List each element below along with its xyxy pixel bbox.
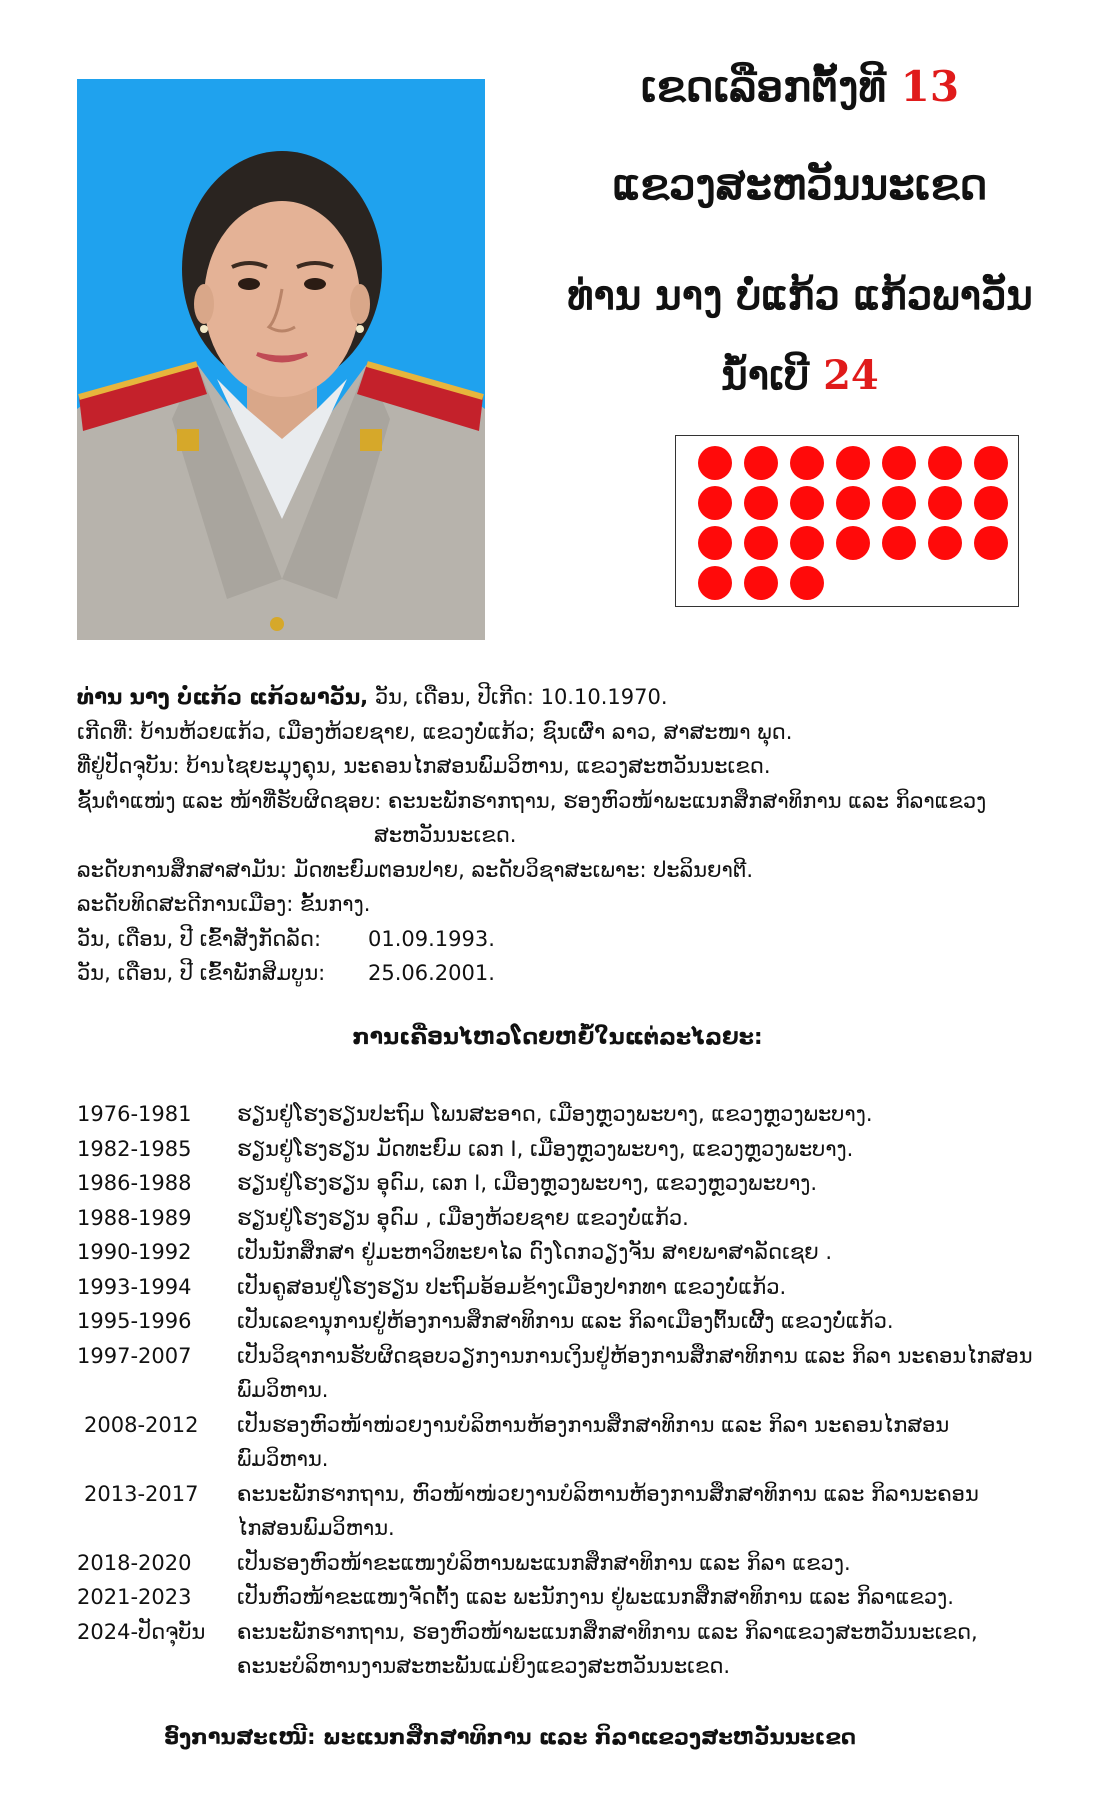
history-years: 1988-1989 — [77, 1205, 192, 1230]
ballot-dot — [882, 486, 916, 520]
ballot-dot — [698, 566, 732, 600]
history-years: 1993-1994 — [77, 1274, 192, 1299]
district-label: ເຂດເລືອກຕັ້ງທີ — [640, 62, 886, 111]
history-years: 2018-2020 — [77, 1550, 192, 1575]
history-row — [77, 1166, 1077, 1201]
bio-name: ທ່ານ ນາງ ບໍ່ແກ້ວ ແກ້ວພາວັນ, — [77, 685, 369, 709]
candidate-name-heading: ທ່ານ ນາງ ບໍ່ແກ້ວ ແກ້ວພາວັນ — [567, 272, 1033, 319]
bio-education: ລະດັບການສຶກສາສາມັນ: ມັດທະຍົມຕອນປາຍ, ລະດັບວິຊາສະເພາະ: ປະລິນຍາຕີ. — [77, 857, 754, 882]
province-heading: ແຂວງສະຫວັນນະເຂດ — [612, 160, 988, 209]
ballot-dot — [744, 526, 778, 560]
bio-politics: ລະດັບທິດສະດີການເມືອງ: ຂັ້ນກາງ. — [77, 892, 371, 916]
history-row — [77, 1408, 1077, 1477]
history-list — [77, 1097, 1077, 1684]
ballot-dot — [882, 526, 916, 560]
ballot-dot — [790, 566, 824, 600]
history-description: ຮຽນຢູ່ໂຮງຮຽນ ອຸດົມ, ເລກ I, ເມືອງຫຼວງພະບາງ, ແຂວງຫຼວງພະບາງ. — [237, 1171, 818, 1195]
history-row — [77, 1546, 1077, 1581]
history-row — [77, 1477, 1077, 1546]
history-description: ຮຽນຢູ່ໂຮງຮຽນປະຖົມ ໂພນສະອາດ, ເມືອງຫຼວງພະບາງ, ແຂວງຫຼວງພະບາງ. — [237, 1102, 873, 1126]
history-description: ຮຽນຢູ່ໂຮງຮຽນ ມັດທະຍົມ ເລກ I, ເມືອງຫຼວງພະບາງ, ແຂວງຫຼວງພະບາງ. — [237, 1136, 854, 1161]
history-description: ຄະນະພັກຮາກຖານ, ຮອງຫົວໜ້າພະແນກສຶກສາທິການ ແລະ ກິລາແຂວງສະຫວັນນະເຂດ, ຄະນະບໍລິຫານງານສະຫະພັນແມ່ຍິງແຂວງສະຫວັນນະເຂດ. — [237, 1619, 978, 1678]
history-description: ເປັນນັກສຶກສາ ຢູ່ມະຫາວິທະຍາໄລ ດົງໂດກວຽງຈັນ ສາຍພາສາລັດເຊຍ . — [237, 1240, 833, 1264]
history-years: 2008-2012 — [84, 1412, 199, 1437]
history-row — [77, 1339, 1077, 1408]
bio-org-date: 01.09.1993. — [368, 926, 495, 951]
ballot-dot — [790, 446, 824, 480]
proposing-org: ອົງການສະເໜີ: ພະແນກສຶກສາທິການ ແລະ ກິລາແຂວງສະຫວັນນະເຂດ — [164, 1725, 856, 1749]
ballot-dot — [928, 486, 962, 520]
ballot-dot — [744, 486, 778, 520]
bio-party-date-line — [77, 956, 1057, 991]
history-years: 2013-2017 — [84, 1481, 199, 1506]
ballot-dot — [790, 486, 824, 520]
history-years: 2021-2023 — [77, 1585, 192, 1609]
history-years: 1986-1988 — [77, 1171, 192, 1195]
ballot-number-heading — [500, 352, 1100, 399]
ballot-dot — [698, 486, 732, 520]
history-years: 1995-1996 — [77, 1309, 192, 1333]
ballot-dot — [836, 446, 870, 480]
ballot-dot — [836, 526, 870, 560]
history-row — [77, 1097, 1077, 1132]
ballot-dot — [698, 446, 732, 480]
ballot-dot — [928, 446, 962, 480]
bio-org-date-line — [77, 922, 1057, 957]
history-description: ເປັນເລຂານຸການຢູ່ຫ້ອງການສຶກສາທິການ ແລະ ກິລາເມືອງຕົ້ນເຜີ້ງ ແຂວງບໍ່ແກ້ວ. — [237, 1309, 894, 1333]
bio-party-date: 25.06.2001. — [368, 961, 495, 985]
history-row — [77, 1270, 1077, 1305]
history-description: ເປັນຮອງຫົວໜ້າຂະແໜງບໍລິຫານພະແນກສຶກສາທິການ ແລະ ກິລາ ແຂວງ. — [237, 1550, 851, 1575]
bio-dob: ວັນ, ເດືອນ, ປີເກີດ: 10.10.1970. — [368, 685, 668, 709]
ballot-dot — [836, 486, 870, 520]
district-number: 13 — [900, 62, 960, 111]
ballot-number: 24 — [823, 352, 879, 399]
ballot-dot — [744, 566, 778, 600]
history-description: ຮຽນຢູ່ໂຮງຮຽນ ອຸດົມ , ເມືອງຫ້ວຍຊາຍ ແຂວງບໍ່ແກ້ວ. — [237, 1205, 689, 1230]
history-row — [77, 1580, 1077, 1615]
history-description: ເປັນຫົວໜ້າຂະແໜງຈັດຕັ້ງ ແລະ ພະນັກງານ ຢູ່ພະແນກສຶກສາທິການ ແລະ ກິລາແຂວງ. — [237, 1585, 954, 1609]
bio-residence: ທີ່ຢູ່ປັດຈຸບັນ: ບ້ານໄຊຍະມຸງຄຸນ, ນະຄອນໄກສອນພົມວິຫານ, ແຂວງສະຫວັນນະເຂດ. — [77, 754, 771, 778]
history-description: ເປັນວິຊາການຮັບຜິດຊອບວຽກງານການເງິນຢູ່ຫ້ອງການສຶກສາທິການ ແລະ ກິລາ ນະຄອນໄກສອນພົມວິຫານ. — [237, 1343, 1033, 1402]
history-years: 1976-1981 — [77, 1102, 192, 1126]
ballot-dot — [698, 526, 732, 560]
district-heading — [500, 62, 1100, 111]
bio-position-cont: ສະຫວັນນະເຂດ. — [374, 823, 517, 847]
history-description: ເປັນຄູສອນຢູ່ໂຮງຮຽນ ປະຖົມອ້ອມຂ້າງເມືອງປາກທາ ແຂວງບໍ່ແກ້ວ. — [237, 1274, 787, 1299]
history-years: 2024-ປັດຈຸບັນ — [77, 1619, 206, 1644]
ballot-dot — [974, 486, 1008, 520]
history-description: ຄະນະພັກຮາກຖານ, ຫົວໜ້າໜ່ວຍງານບໍລິຫານຫ້ອງການສຶກສາທິການ ແລະ ກິລານະຄອນໄກສອນພົມວິຫານ. — [237, 1481, 979, 1540]
history-years: 1990-1992 — [77, 1240, 192, 1264]
candidate-photo — [77, 79, 485, 640]
ballot-dot — [790, 526, 824, 560]
history-row — [77, 1201, 1077, 1236]
history-years: 1997-2007 — [77, 1343, 192, 1368]
ballot-dot — [744, 446, 778, 480]
history-row — [77, 1132, 1077, 1167]
ballot-dots-box — [675, 435, 1019, 607]
candidate-bio — [77, 680, 1057, 991]
history-description: ເປັນຮອງຫົວໜ້າໜ່ວຍງານບໍລິຫານຫ້ອງການສຶກສາທິການ ແລະ ກິລາ ນະຄອນໄກສອນພົມວິຫານ. — [237, 1412, 950, 1471]
history-years: 1982-1985 — [77, 1136, 192, 1161]
bio-name-line — [77, 680, 1057, 715]
history-title: ການເຄື່ອນໄຫວໂດຍຫຍໍ້ໃນແຕ່ລະໄລຍະ: — [352, 1025, 763, 1050]
bio-org-label: ວັນ, ເດືອນ, ປີ ເຂົ້າສັງກັດລັດ: — [77, 926, 322, 951]
ballot-dot — [882, 446, 916, 480]
ballot-dot — [974, 526, 1008, 560]
bio-position: ຊັ້ນຕໍາແໜ່ງ ແລະ ໜ້າທີ່ຮັບຜິດຊອບ: ຄະນະພັກຮາກຖານ, ຮອງຫົວໜ້າພະແນກສຶກສາທິການ ແລະ ກິລາແຂວງ — [77, 788, 987, 813]
bio-birthplace: ເກີດທີ່: ບ້ານຫ້ວຍແກ້ວ, ເມືອງຫ້ວຍຊາຍ, ແຂວງບໍ່ແກ້ວ; ຊົນເຜົ່າ ລາວ, ສາສະໜາ ພຸດ. — [77, 719, 793, 744]
history-row — [77, 1615, 1077, 1684]
history-row — [77, 1304, 1077, 1339]
ballot-dot — [974, 446, 1008, 480]
ballot-dot — [928, 526, 962, 560]
history-row — [77, 1235, 1077, 1270]
ballot-number-label: ນໍ້າເບີ — [721, 352, 810, 399]
bio-party-label: ວັນ, ເດືອນ, ປີ ເຂົ້າພັກສິມບູນ: — [77, 961, 326, 985]
